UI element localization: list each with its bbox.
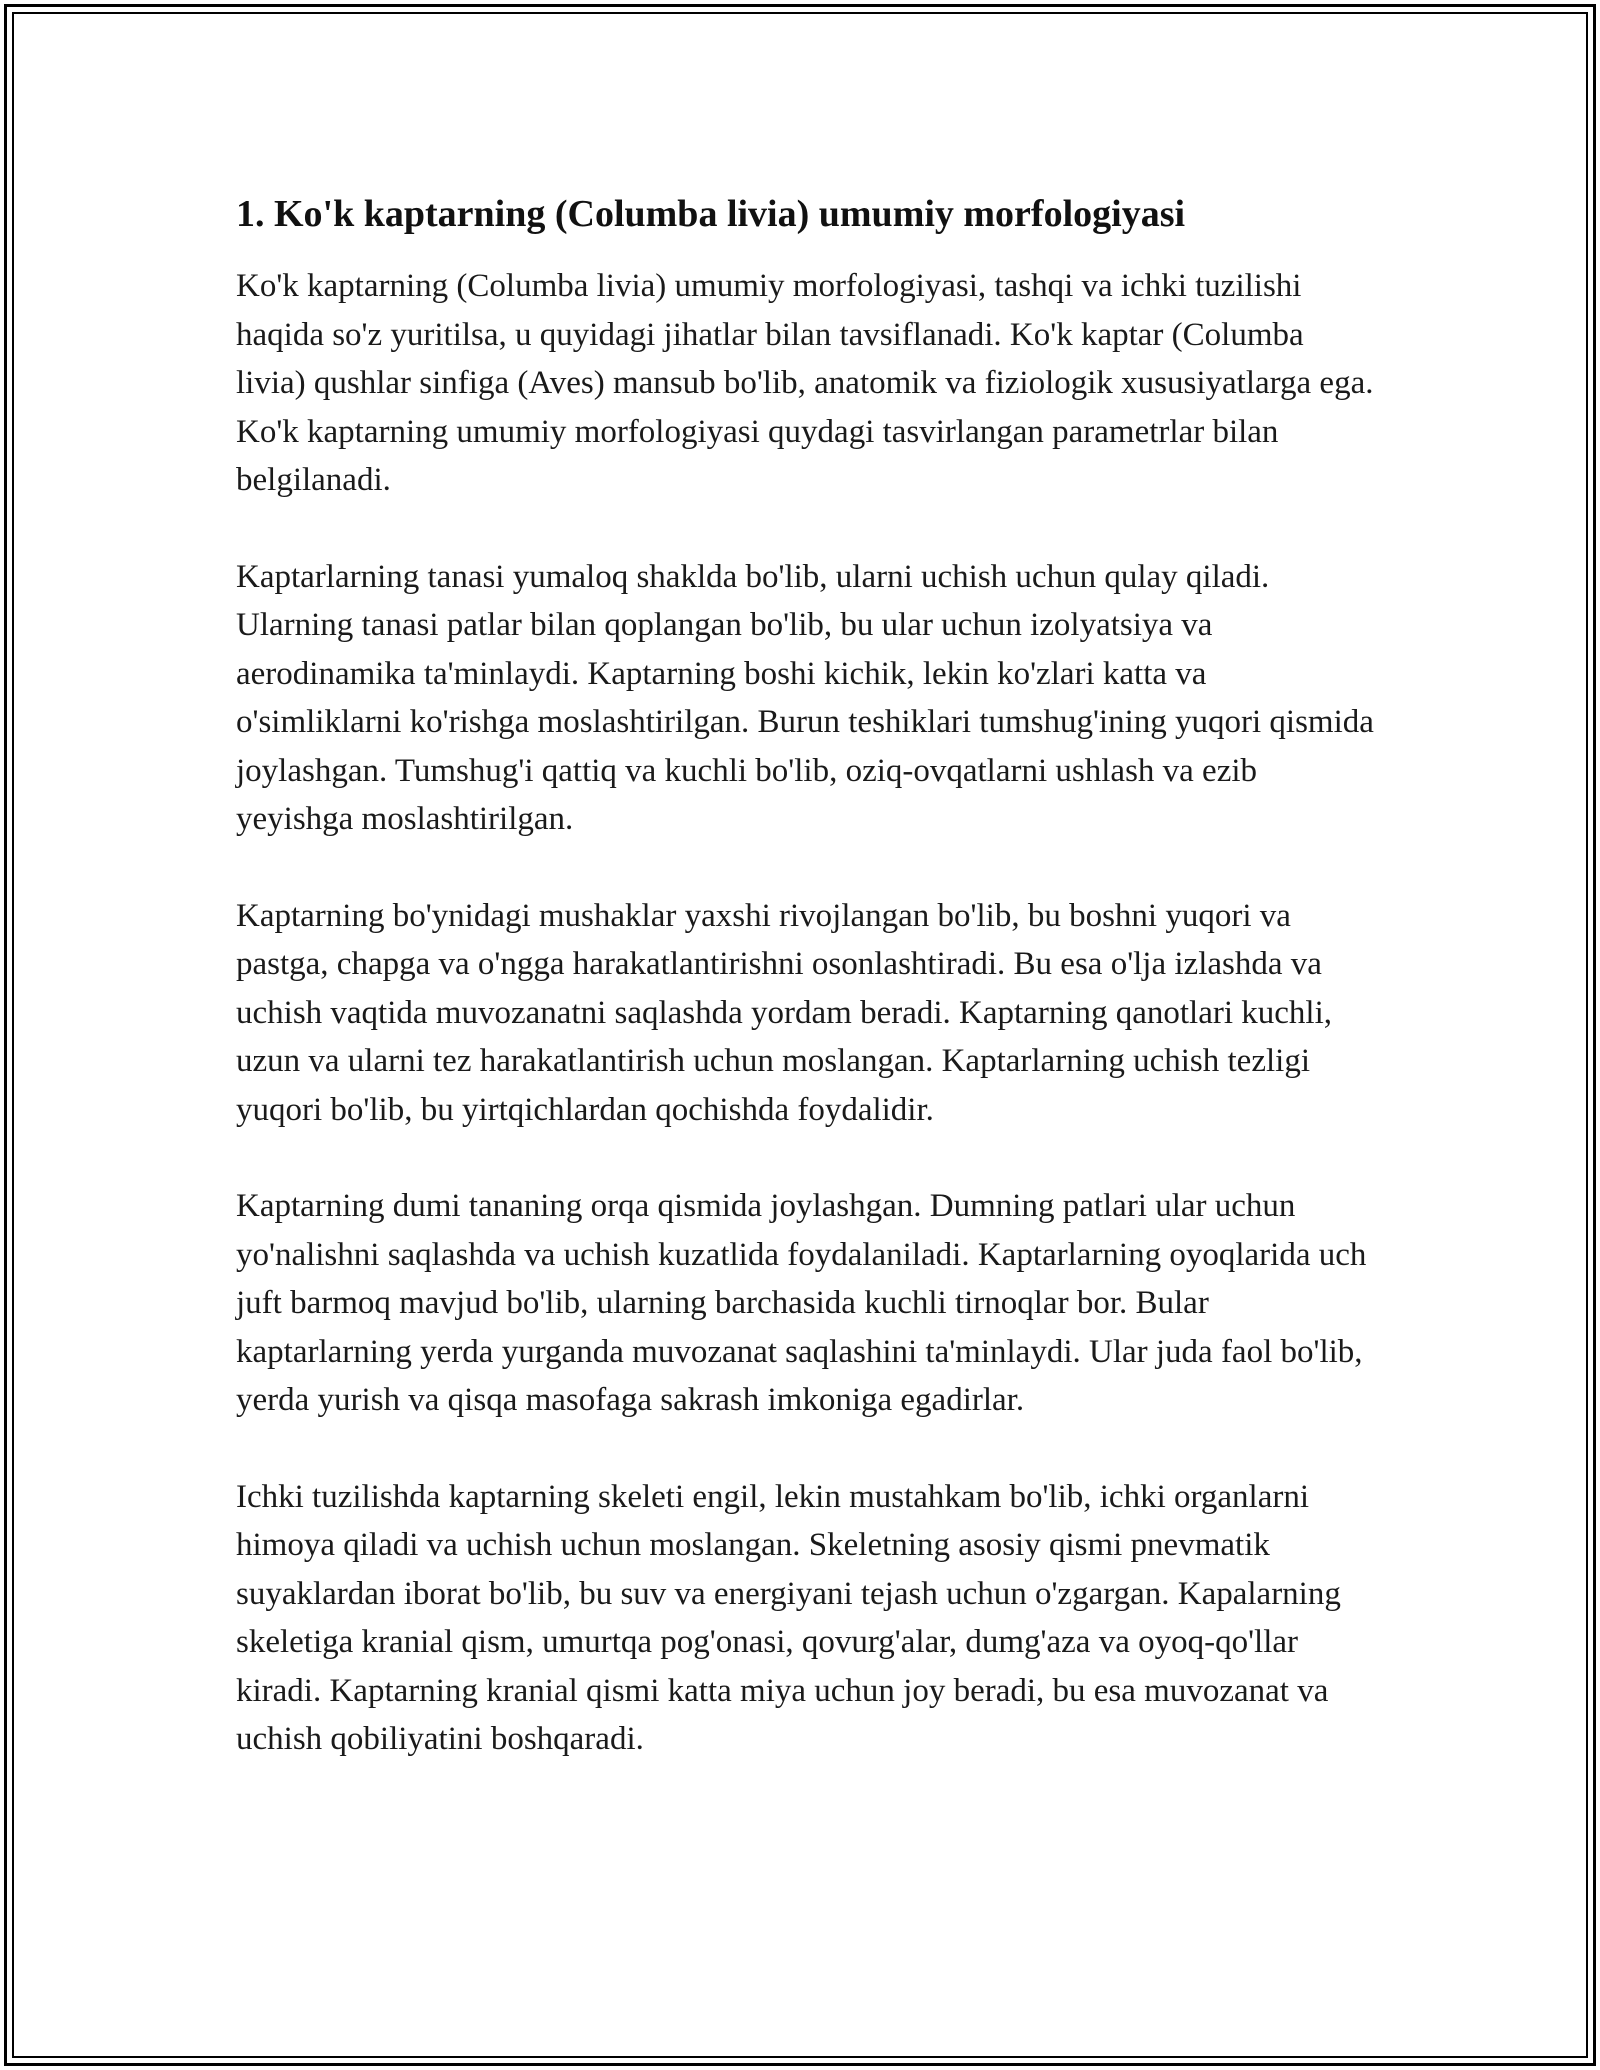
section-heading: 1. Ko'k kaptarning (Columba livia) umumiy morfologiyasi bbox=[236, 193, 1186, 235]
document-body bbox=[236, 190, 1376, 1764]
paragraph-skeleton: Ichki tuzilishda kaptarning skeleti engil, lekin mustahkam bo'lib, ichki organlarni himoya qiladi va uchish uchun moslangan. Skeletning asosiy qismi pnevmatik suyaklardan iborat bo'lib, bu suv va energiyani tejash uchun o'zgargan. Kapalarning skeletiga kranial qism, umurtqa pog'onasi, qovurg'alar, dumg'aza va oyoq-qo'llar kiradi. Kaptarning kranial qismi katta miya uchun joy beradi, bu esa muvozanat va uchish qobiliyatini boshqaradi. bbox=[236, 1478, 1341, 1757]
paragraph-tail-legs: Kaptarning dumi tananing orqa qismida joylashgan. Dumning patlari ular uchun yo'nalishni saqlashda va uchish kuzatlida foydalaniladi. Kaptarlarning oyoqlarida uch juft barmoq mavjud bo'lib, ularning barchasida kuchli tirnoqlar bor. Bular kaptarlarning yerda yurganda muvozanat saqlashini ta'minlaydi. Ular juda faol bo'lib, yerda yurish va qisqa masofaga sakrash imkoniga egadirlar. bbox=[236, 1188, 1367, 1418]
paragraph-body-head: Kaptarlarning tanasi yumaloq shaklda bo'lib, ularni uchish uchun qulay qiladi. Ularning tanasi patlar bilan qoplangan bo'lib, bu ular uchun izolyatsiya va aerodinamika ta'minlaydi. Kaptarning boshi kichik, lekin ko'zlari katta va o'simliklarni ko'rishga moslashtirilgan. Burun teshiklari tumshug'ining yuqori qismida joylashgan. Tumshug'i qattiq va kuchli bo'lib, oziq-ovqatlarni ushlash va ezib yeyishga moslashtirilgan. bbox=[236, 558, 1374, 837]
paragraph-intro: Ko'k kaptarning (Columba livia) umumiy morfologiyasi, tashqi va ichki tuzilishi haqida so'z yuritilsa, u quyidagi jihatlar bilan tavsiflanadi. Ko'k kaptar (Columba livia) qushlar sinfiga (Aves) mansub bo'lib, anatomik va fiziologik xususiyatlarga ega. Ko'k kaptarning umumiy morfologiyasi quydagi tasvirlangan parametrlar bilan belgilanadi. bbox=[236, 268, 1374, 498]
paragraph-neck-wings: Kaptarning bo'ynidagi mushaklar yaxshi rivojlangan bo'lib, bu boshni yuqori va pastga, chapga va o'ngga harakatlantirishni osonlashtiradi. Bu esa o'lja izlashda va uchish vaqtida muvozanatni saqlashda yordam beradi. Kaptarning qanotlari kuchli, uzun va ularni tez harakatlantirish uchun moslangan. Kaptarlarning uchish tezligi yuqori bo'lib, bu yirtqichlardan qochishda foydalidir. bbox=[236, 897, 1333, 1128]
